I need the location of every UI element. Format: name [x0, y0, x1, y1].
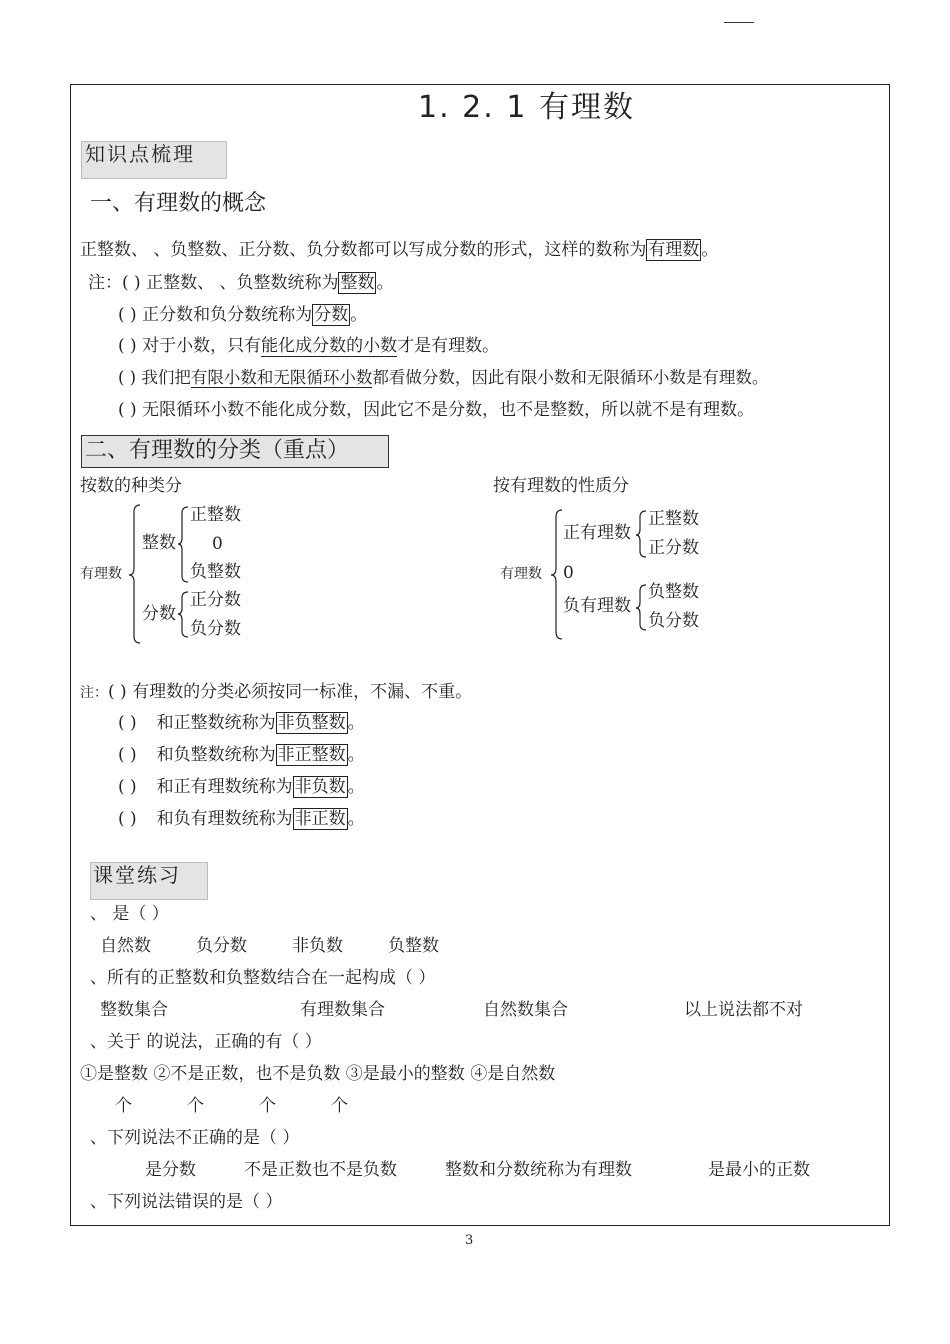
knowledge-tag-label: 知识点梳理	[85, 142, 195, 166]
note-end: 。	[347, 745, 365, 765]
exercise4-option: 是分数	[145, 1160, 196, 1180]
note-term: 非正整数	[277, 745, 346, 765]
note-term: 非负整数	[277, 713, 346, 733]
brace-right-positive	[636, 511, 646, 557]
note-end: 才是有理数。	[397, 336, 500, 356]
exercise2-question: 、所有的正整数和负整数结合在一起构成（ ）	[90, 968, 436, 988]
left-tree-integer-child: 0	[212, 534, 223, 554]
note-text: ( ) 有理数的分类必须按同一标准，不漏、不重。	[108, 682, 473, 702]
note-underlined: 能化成分数的小数	[261, 336, 398, 356]
note-text: ( ) 无限循环小数不能化成分数，因此它不是分数，也不是整数，所以就不是有理数。	[118, 400, 755, 420]
exercise1-option: 负分数	[196, 936, 247, 956]
left-tree-integer-child: 正整数	[190, 505, 241, 525]
right-tree-negative: 负有理数	[563, 596, 631, 616]
section2-heading: 二、有理数的分类（重点）	[85, 438, 350, 463]
page-title: 1. 2. 1 有理数	[418, 90, 635, 125]
right-tree-negative-child: 负分数	[648, 611, 699, 631]
note-prefix: ( )	[118, 777, 137, 797]
note-term: 非正数	[294, 809, 346, 829]
note-prefix: 注：	[80, 685, 108, 701]
right-tree-positive: 正有理数	[563, 523, 631, 543]
definition-end: 。	[701, 240, 719, 260]
note-end: 。	[347, 809, 365, 829]
left-tree-root: 有理数	[80, 566, 122, 582]
note-term: 分数	[314, 305, 349, 325]
exercise2-option: 有理数集合	[300, 1000, 385, 1020]
note-end: 。	[347, 713, 365, 733]
exercise3-question: 、关于 的说法，正确的有（ ）	[90, 1032, 322, 1052]
note-text: 和正整数统称为	[156, 713, 276, 733]
exercise2-option: 以上说法都不对	[684, 1000, 803, 1020]
note-text: 和负有理数统称为	[156, 809, 293, 829]
exercise2-option: 整数集合	[100, 1000, 168, 1020]
exercise1-option: 自然数	[100, 936, 151, 956]
note-prefix: ( )	[118, 713, 137, 733]
note-underlined: 有限小数和无限循环小数	[190, 368, 373, 387]
brace-right-negative	[636, 585, 646, 630]
classify-note1	[80, 684, 472, 701]
classify-note5	[118, 811, 365, 828]
note-text: ( ) 我们把	[118, 368, 191, 387]
exercise3-option: 个	[187, 1096, 204, 1116]
note-text: 注：( ) 正整数、 、负整数统称为	[88, 273, 339, 293]
brace-right-root	[551, 510, 562, 639]
exercise4-option: 整数和分数统称为有理数	[445, 1160, 632, 1180]
classify-note4	[118, 779, 365, 796]
classify-by-type-title: 按数的种类分	[80, 476, 182, 496]
right-tree-negative-child: 负整数	[648, 582, 699, 602]
classify-note2	[118, 715, 365, 732]
right-tree-zero: 0	[563, 563, 574, 583]
section1-heading: 一、有理数的概念	[90, 191, 267, 216]
note-end: 。	[347, 777, 365, 797]
exercise4-option: 是最小的正数	[708, 1160, 810, 1180]
brace-left-integer	[178, 507, 188, 582]
note-text: ( ) 对于小数，只有	[118, 336, 262, 356]
right-tree-positive-child: 正分数	[648, 538, 699, 558]
note-term: 非负数	[294, 777, 346, 797]
definition-text: 正整数、 、负整数、正分数、负分数都可以写成分数的形式，这样的数称为	[80, 240, 647, 260]
exercise1-option: 非负数	[292, 936, 343, 956]
exercise4-question: 、下列说法不正确的是（ ）	[90, 1128, 300, 1148]
exercise1-option: 负整数	[388, 936, 439, 956]
exercise3-option: 个	[259, 1096, 276, 1116]
left-tree-fraction-child: 正分数	[190, 590, 241, 610]
definition-term: 有理数	[648, 240, 700, 260]
page-number: 3	[465, 1233, 474, 1248]
note-term: 整数	[340, 273, 375, 293]
exercise5-question: 、下列说法错误的是（ ）	[90, 1192, 283, 1212]
note-text: 和负整数统称为	[156, 745, 276, 765]
exercise-tag-label: 课堂练习	[93, 863, 181, 887]
note-text: ( ) 正分数和负分数统称为	[118, 305, 313, 325]
exercise3-option: 个	[115, 1096, 132, 1116]
brace-left-root	[129, 505, 140, 643]
exercise4-option: 不是正数也不是负数	[244, 1160, 397, 1180]
exercise1-question: 、 是（ ）	[90, 904, 169, 924]
left-tree-integer: 整数	[142, 533, 176, 553]
exercise2-option: 自然数集合	[483, 1000, 568, 1020]
classify-note3	[118, 747, 365, 764]
left-tree-fraction: 分数	[142, 604, 176, 624]
classify-by-sign-title: 按有理数的性质分	[493, 476, 629, 496]
right-tree-root: 有理数	[500, 566, 542, 582]
left-tree-fraction-child: 负分数	[190, 619, 241, 639]
exercise-tag	[90, 862, 208, 900]
note-end: 。	[350, 305, 368, 325]
note-end: 。	[376, 273, 394, 293]
right-tree-positive-child: 正整数	[648, 509, 699, 529]
note-text: 和正有理数统称为	[156, 777, 293, 797]
exercise3-option: 个	[331, 1096, 348, 1116]
brace-left-fraction	[178, 592, 188, 637]
note-prefix: ( )	[118, 809, 137, 829]
exercise3-statements: ①是整数 ②不是正数，也不是负数 ③是最小的整数 ④是自然数	[80, 1064, 556, 1084]
note-end: 都看做分数，因此有限小数和无限循环小数是有理数。	[372, 368, 769, 387]
left-tree-integer-child: 负整数	[190, 562, 241, 582]
note-prefix: ( )	[118, 745, 137, 765]
